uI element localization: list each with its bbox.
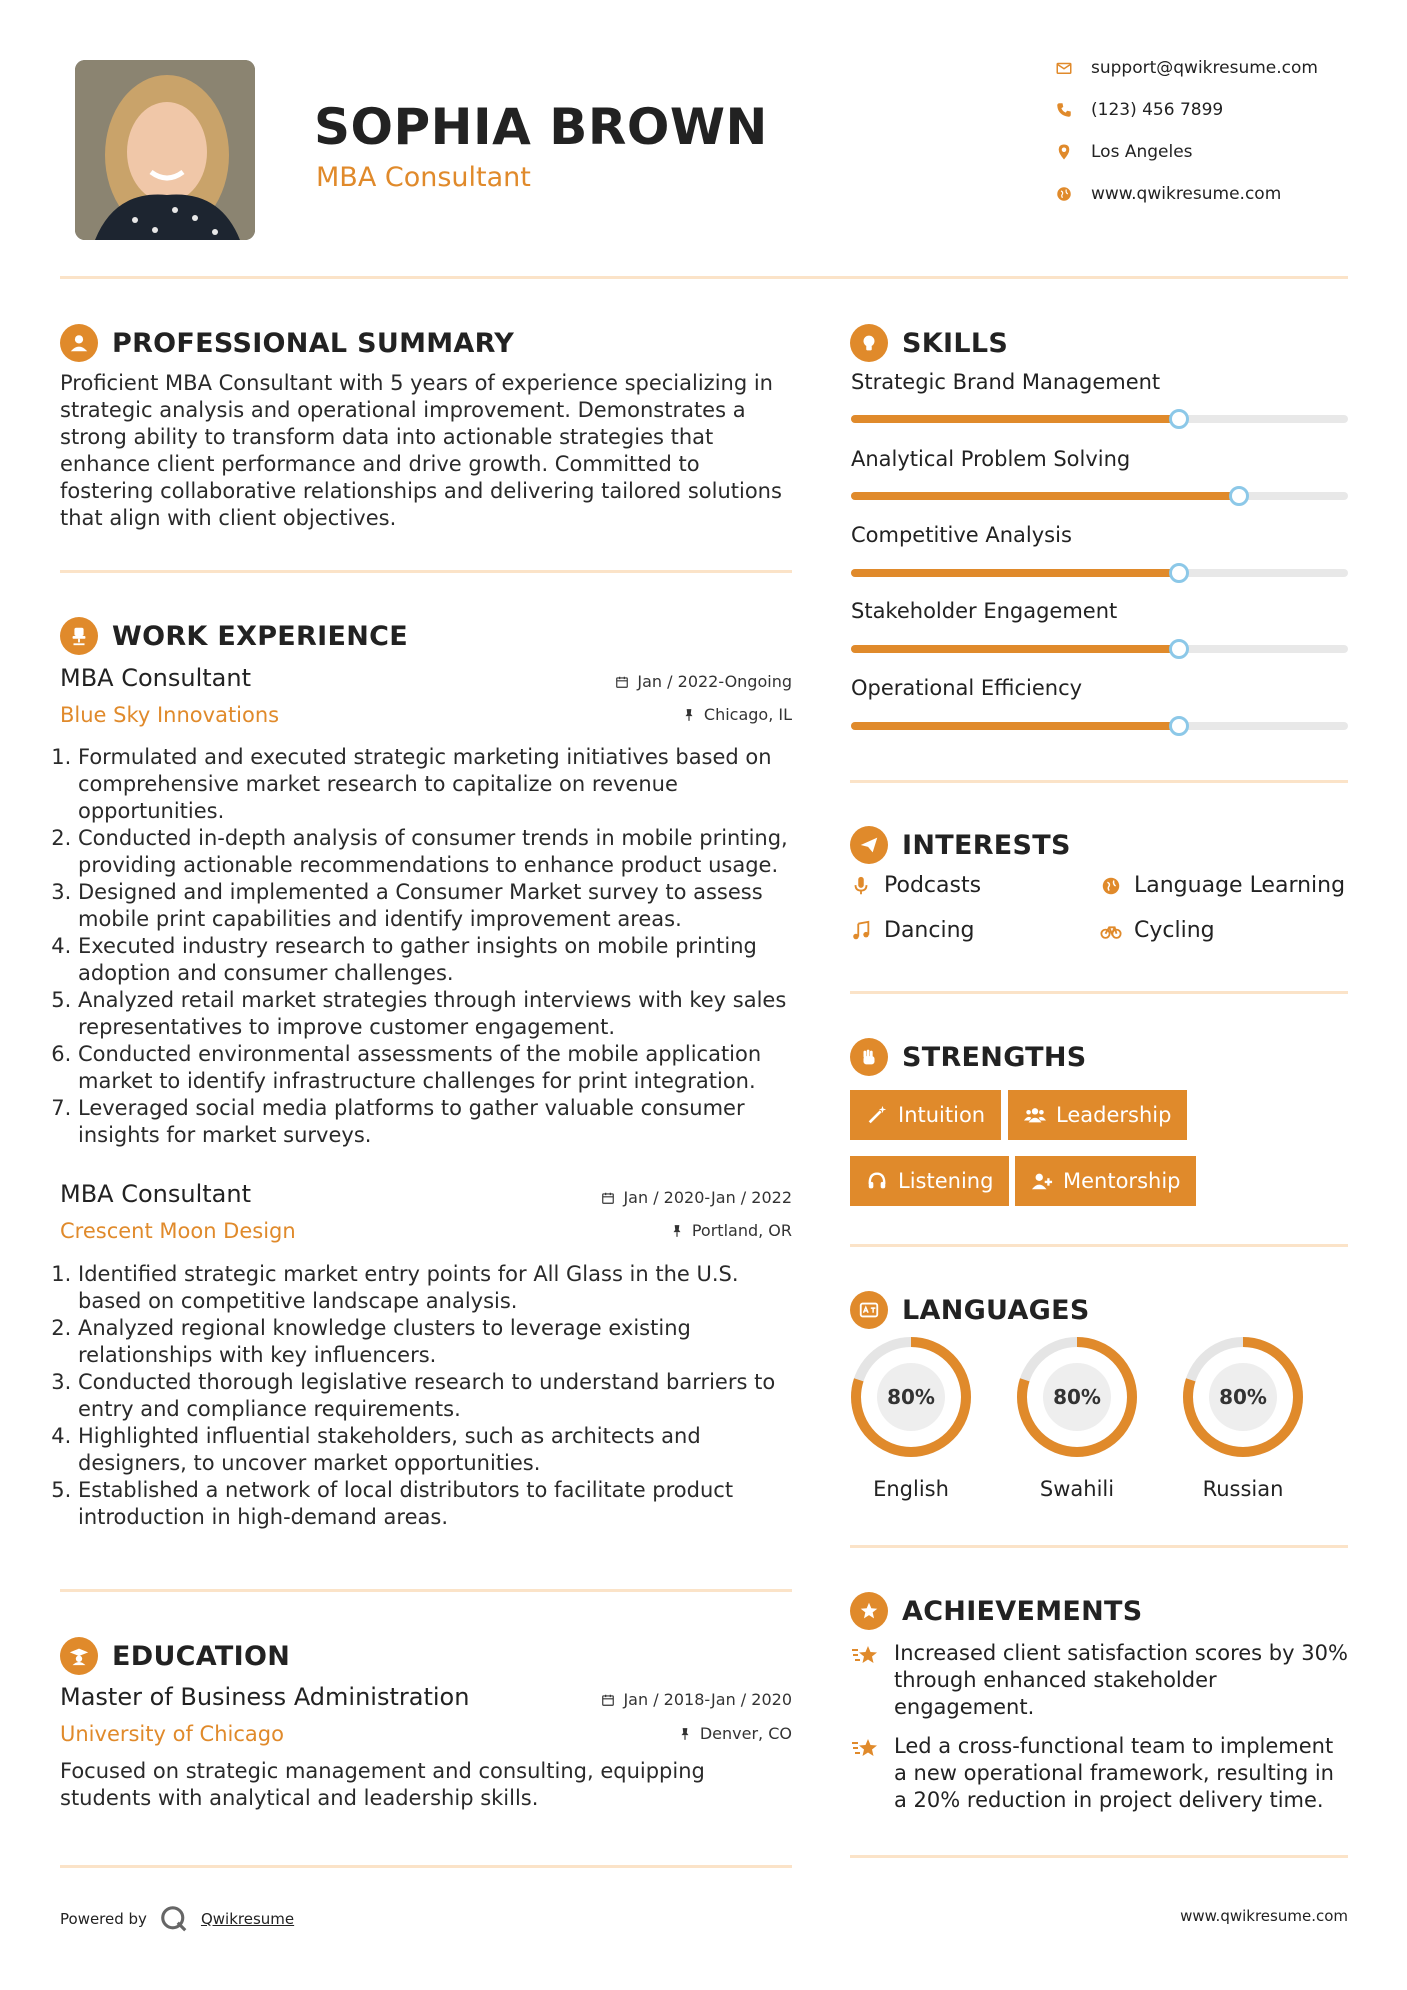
job-1-dates-text: Jan / 2022-Ongoing (637, 672, 792, 691)
job-2-location-text: Portland, OR (691, 1221, 792, 1240)
experience-divider (60, 1589, 792, 1592)
calendar-icon (601, 1693, 615, 1707)
job-1-dates (500, 672, 792, 691)
interest-item (1100, 873, 1345, 898)
education-dates (500, 1690, 792, 1709)
language-item (1181, 1335, 1305, 1501)
pushpin-icon (678, 1727, 692, 1741)
achievements-divider (850, 1855, 1348, 1858)
graduate-icon (60, 1637, 98, 1675)
list-item: 4. Executed industry research to gather insights on mobile printing adoption and consumer challenges. (78, 933, 795, 987)
skill-bar (851, 569, 1348, 577)
language-ring (1181, 1335, 1305, 1459)
language-ring (849, 1335, 973, 1459)
footer-url[interactable]: www.qwikresume.com (1180, 1907, 1348, 1925)
list-item: 5. Analyzed retail market strategies through interviews with key sales representatives to improve customer engagement. (78, 987, 795, 1041)
experience-title: WORK EXPERIENCE (112, 620, 408, 652)
interest-item (850, 918, 974, 943)
list-item: 1. Formulated and executed strategic marketing initiatives based on comprehensive market research to capitalize on revenue opportunities. (78, 744, 795, 825)
strengths-divider (850, 1244, 1348, 1247)
language-percent: 80% (1053, 1385, 1101, 1409)
summary-text: Proficient MBA Consultant with 5 years of experience specializing in strategic analysis and operational improvement. Demonstrates a strong ability to transform data into actionable strategies that enhance client performance and drive growth. Committed to fostering collaborative relationships and delivering tailored solutions that align with client objectives. (60, 371, 782, 530)
contact-phone[interactable] (1055, 100, 1223, 120)
skill-bar-knob (1229, 486, 1249, 506)
interests-title: INTERESTS (902, 829, 1071, 861)
contact-phone-text: (123) 456 7899 (1091, 100, 1224, 120)
job-2-company: Crescent Moon Design (60, 1219, 296, 1243)
language-ring (1015, 1335, 1139, 1459)
strengths-title: STRENGTHS (902, 1041, 1087, 1073)
list-item: 2. Analyzed regional knowledge clusters to leverage existing relationships with key influencers. (78, 1315, 795, 1369)
music-note-icon (850, 920, 872, 942)
achievement-text: Led a cross-functional team to implement a new operational framework, resulting in a 20% reduction in project delivery time. (894, 1734, 1334, 1812)
contact-website[interactable] (1055, 184, 1281, 204)
skills-heading (850, 324, 1008, 362)
education-location-text: Denver, CO (699, 1724, 792, 1743)
interest-item (850, 873, 981, 898)
qwikresume-logo-icon (159, 1904, 189, 1934)
job-1-title: MBA Consultant (60, 664, 251, 692)
strength-label: Mentorship (1063, 1169, 1181, 1193)
interest-label: Podcasts (884, 873, 982, 898)
skill-label: Strategic Brand Management (851, 370, 1161, 394)
strength-label: Leadership (1056, 1103, 1172, 1127)
skill-bar-fill (851, 492, 1239, 500)
achievements-heading (850, 1592, 1143, 1630)
strengths-heading (850, 1038, 1087, 1076)
list-item: 5. Established a network of local distributors to facilitate product introduction in high-demand areas. (78, 1477, 795, 1531)
list-item: 1. Identified strategic market entry points for All Glass in the U.S. based on competitive landscape analysis. (78, 1261, 795, 1315)
language-item (1015, 1335, 1139, 1501)
education-dates-text: Jan / 2018-Jan / 2020 (623, 1690, 792, 1709)
skill-bar (851, 645, 1348, 653)
contact-location-text: Los Angeles (1091, 142, 1193, 162)
job-2-dates (500, 1188, 792, 1207)
strength-chip (850, 1090, 1001, 1140)
list-item: 3. Designed and implemented a Consumer Market survey to assess mobile print capabilities and identify improvement areas. (78, 879, 795, 933)
skill-bar-knob (1169, 639, 1189, 659)
strength-chip (1008, 1090, 1187, 1140)
translate-icon (850, 1291, 888, 1329)
language-name: English (873, 1477, 949, 1501)
star-badge-icon (850, 1592, 888, 1630)
footer-powered-label: Powered by (60, 1910, 147, 1928)
interest-label: Language Learning (1134, 873, 1346, 898)
map-pin-icon (1055, 143, 1073, 161)
pushpin-icon (682, 708, 696, 722)
bicycle-icon (1100, 920, 1122, 942)
interest-label: Dancing (884, 918, 975, 943)
skill-bar-knob (1169, 716, 1189, 736)
achievement-item (850, 1640, 1350, 1721)
skill-label: Stakeholder Engagement (851, 599, 1118, 623)
user-plus-icon (1031, 1170, 1053, 1192)
achievement-item (850, 1733, 1350, 1814)
interest-item (1100, 918, 1215, 943)
candidate-name: SOPHIA BROWN (314, 98, 768, 156)
contact-website-text: www.qwikresume.com (1091, 184, 1282, 204)
languages-title: LANGUAGES (902, 1294, 1090, 1326)
phone-icon (1055, 101, 1073, 119)
shooting-star-icon (850, 1640, 882, 1672)
job-2-dates-text: Jan / 2020-Jan / 2022 (623, 1188, 792, 1207)
education-degree: Master of Business Administration (60, 1683, 470, 1711)
languages-heading (850, 1291, 1090, 1329)
microphone-icon (850, 875, 872, 897)
globe-icon (1055, 185, 1073, 203)
job-1-location-text: Chicago, IL (703, 705, 792, 724)
user-circle-icon (60, 324, 98, 362)
education-divider (60, 1865, 792, 1868)
skill-bar-fill (851, 415, 1179, 423)
language-name: Russian (1202, 1477, 1284, 1501)
list-item: 6. Conducted environmental assessments of the mobile application market to identify infrastructure challenges for print integration. (78, 1041, 795, 1095)
skill-label: Operational Efficiency (851, 676, 1083, 700)
skill-bar (851, 492, 1348, 500)
job-2-title: MBA Consultant (60, 1180, 251, 1208)
list-item: 7. Leveraged social media platforms to gather valuable consumer insights for market surveys. (78, 1095, 795, 1149)
magic-wand-icon (866, 1104, 888, 1126)
skill-bar-knob (1169, 409, 1189, 429)
globe-icon (1100, 875, 1122, 897)
skill-bar-knob (1169, 563, 1189, 583)
summary-divider (60, 570, 792, 573)
education-location (500, 1724, 792, 1743)
lightbulb-icon (850, 324, 888, 362)
strength-label: Intuition (898, 1103, 986, 1127)
header-divider (60, 276, 1348, 279)
skill-bar-fill (851, 569, 1179, 577)
job-2-location (500, 1221, 792, 1240)
summary-title: PROFESSIONAL SUMMARY (112, 327, 515, 359)
office-chair-icon (60, 617, 98, 655)
job-1-company: Blue Sky Innovations (60, 703, 280, 727)
strength-label: Listening (898, 1169, 994, 1193)
contact-location (1055, 142, 1193, 162)
headphones-icon (866, 1170, 888, 1192)
profile-photo (75, 60, 255, 240)
calendar-icon (615, 675, 629, 689)
list-item: 3. Conducted thorough legislative research to understand barriers to entry and compliance requirements. (78, 1369, 795, 1423)
contact-email-text: support@qwikresume.com (1091, 58, 1318, 78)
users-icon (1024, 1104, 1046, 1126)
language-percent: 80% (1219, 1385, 1267, 1409)
language-percent: 80% (887, 1385, 935, 1409)
raised-fist-icon (850, 1038, 888, 1076)
education-heading (60, 1637, 290, 1675)
skill-label: Analytical Problem Solving (851, 447, 1131, 471)
education-text: Focused on strategic management and consulting, equipping students with analytical and leadership skills. (60, 1759, 705, 1810)
skills-divider (850, 780, 1348, 783)
list-item: 4. Highlighted influential stakeholders, such as architects and designers, to uncover market opportunities. (78, 1423, 795, 1477)
interests-divider (850, 991, 1348, 994)
footer-powered-by (60, 1904, 294, 1934)
education-school: University of Chicago (60, 1722, 284, 1746)
skill-bar-fill (851, 645, 1179, 653)
skills-title: SKILLS (902, 327, 1009, 359)
job-2-bullets (60, 1261, 795, 1531)
shooting-star-icon (850, 1733, 882, 1765)
envelope-icon (1055, 59, 1073, 77)
language-item (849, 1335, 973, 1501)
interests-heading (850, 826, 1071, 864)
achievements-title: ACHIEVEMENTS (902, 1595, 1143, 1627)
job-1-location (500, 705, 792, 724)
contact-email[interactable] (1055, 58, 1318, 78)
pushpin-icon (670, 1224, 684, 1238)
strength-chip (850, 1156, 1009, 1206)
paper-plane-icon (850, 826, 888, 864)
calendar-icon (601, 1191, 615, 1205)
language-name: Swahili (1039, 1477, 1115, 1501)
experience-heading (60, 617, 408, 655)
footer-brand-link[interactable]: Qwikresume (200, 1910, 295, 1928)
candidate-role: MBA Consultant (316, 162, 531, 193)
skill-bar (851, 722, 1348, 730)
skill-label: Competitive Analysis (851, 523, 1072, 547)
education-title: EDUCATION (112, 1640, 291, 1672)
job-1-bullets (60, 744, 795, 1149)
achievement-text: Increased client satisfaction scores by 30% through enhanced stakeholder engagement. (894, 1641, 1348, 1719)
languages-divider (850, 1545, 1348, 1548)
skill-bar (851, 415, 1348, 423)
strength-chip (1015, 1156, 1196, 1206)
interest-label: Cycling (1134, 918, 1215, 943)
summary-heading (60, 324, 514, 362)
skill-bar-fill (851, 722, 1179, 730)
list-item: 2. Conducted in-depth analysis of consumer trends in mobile printing, providing actionable recommendations to enhance product usage. (78, 825, 795, 879)
